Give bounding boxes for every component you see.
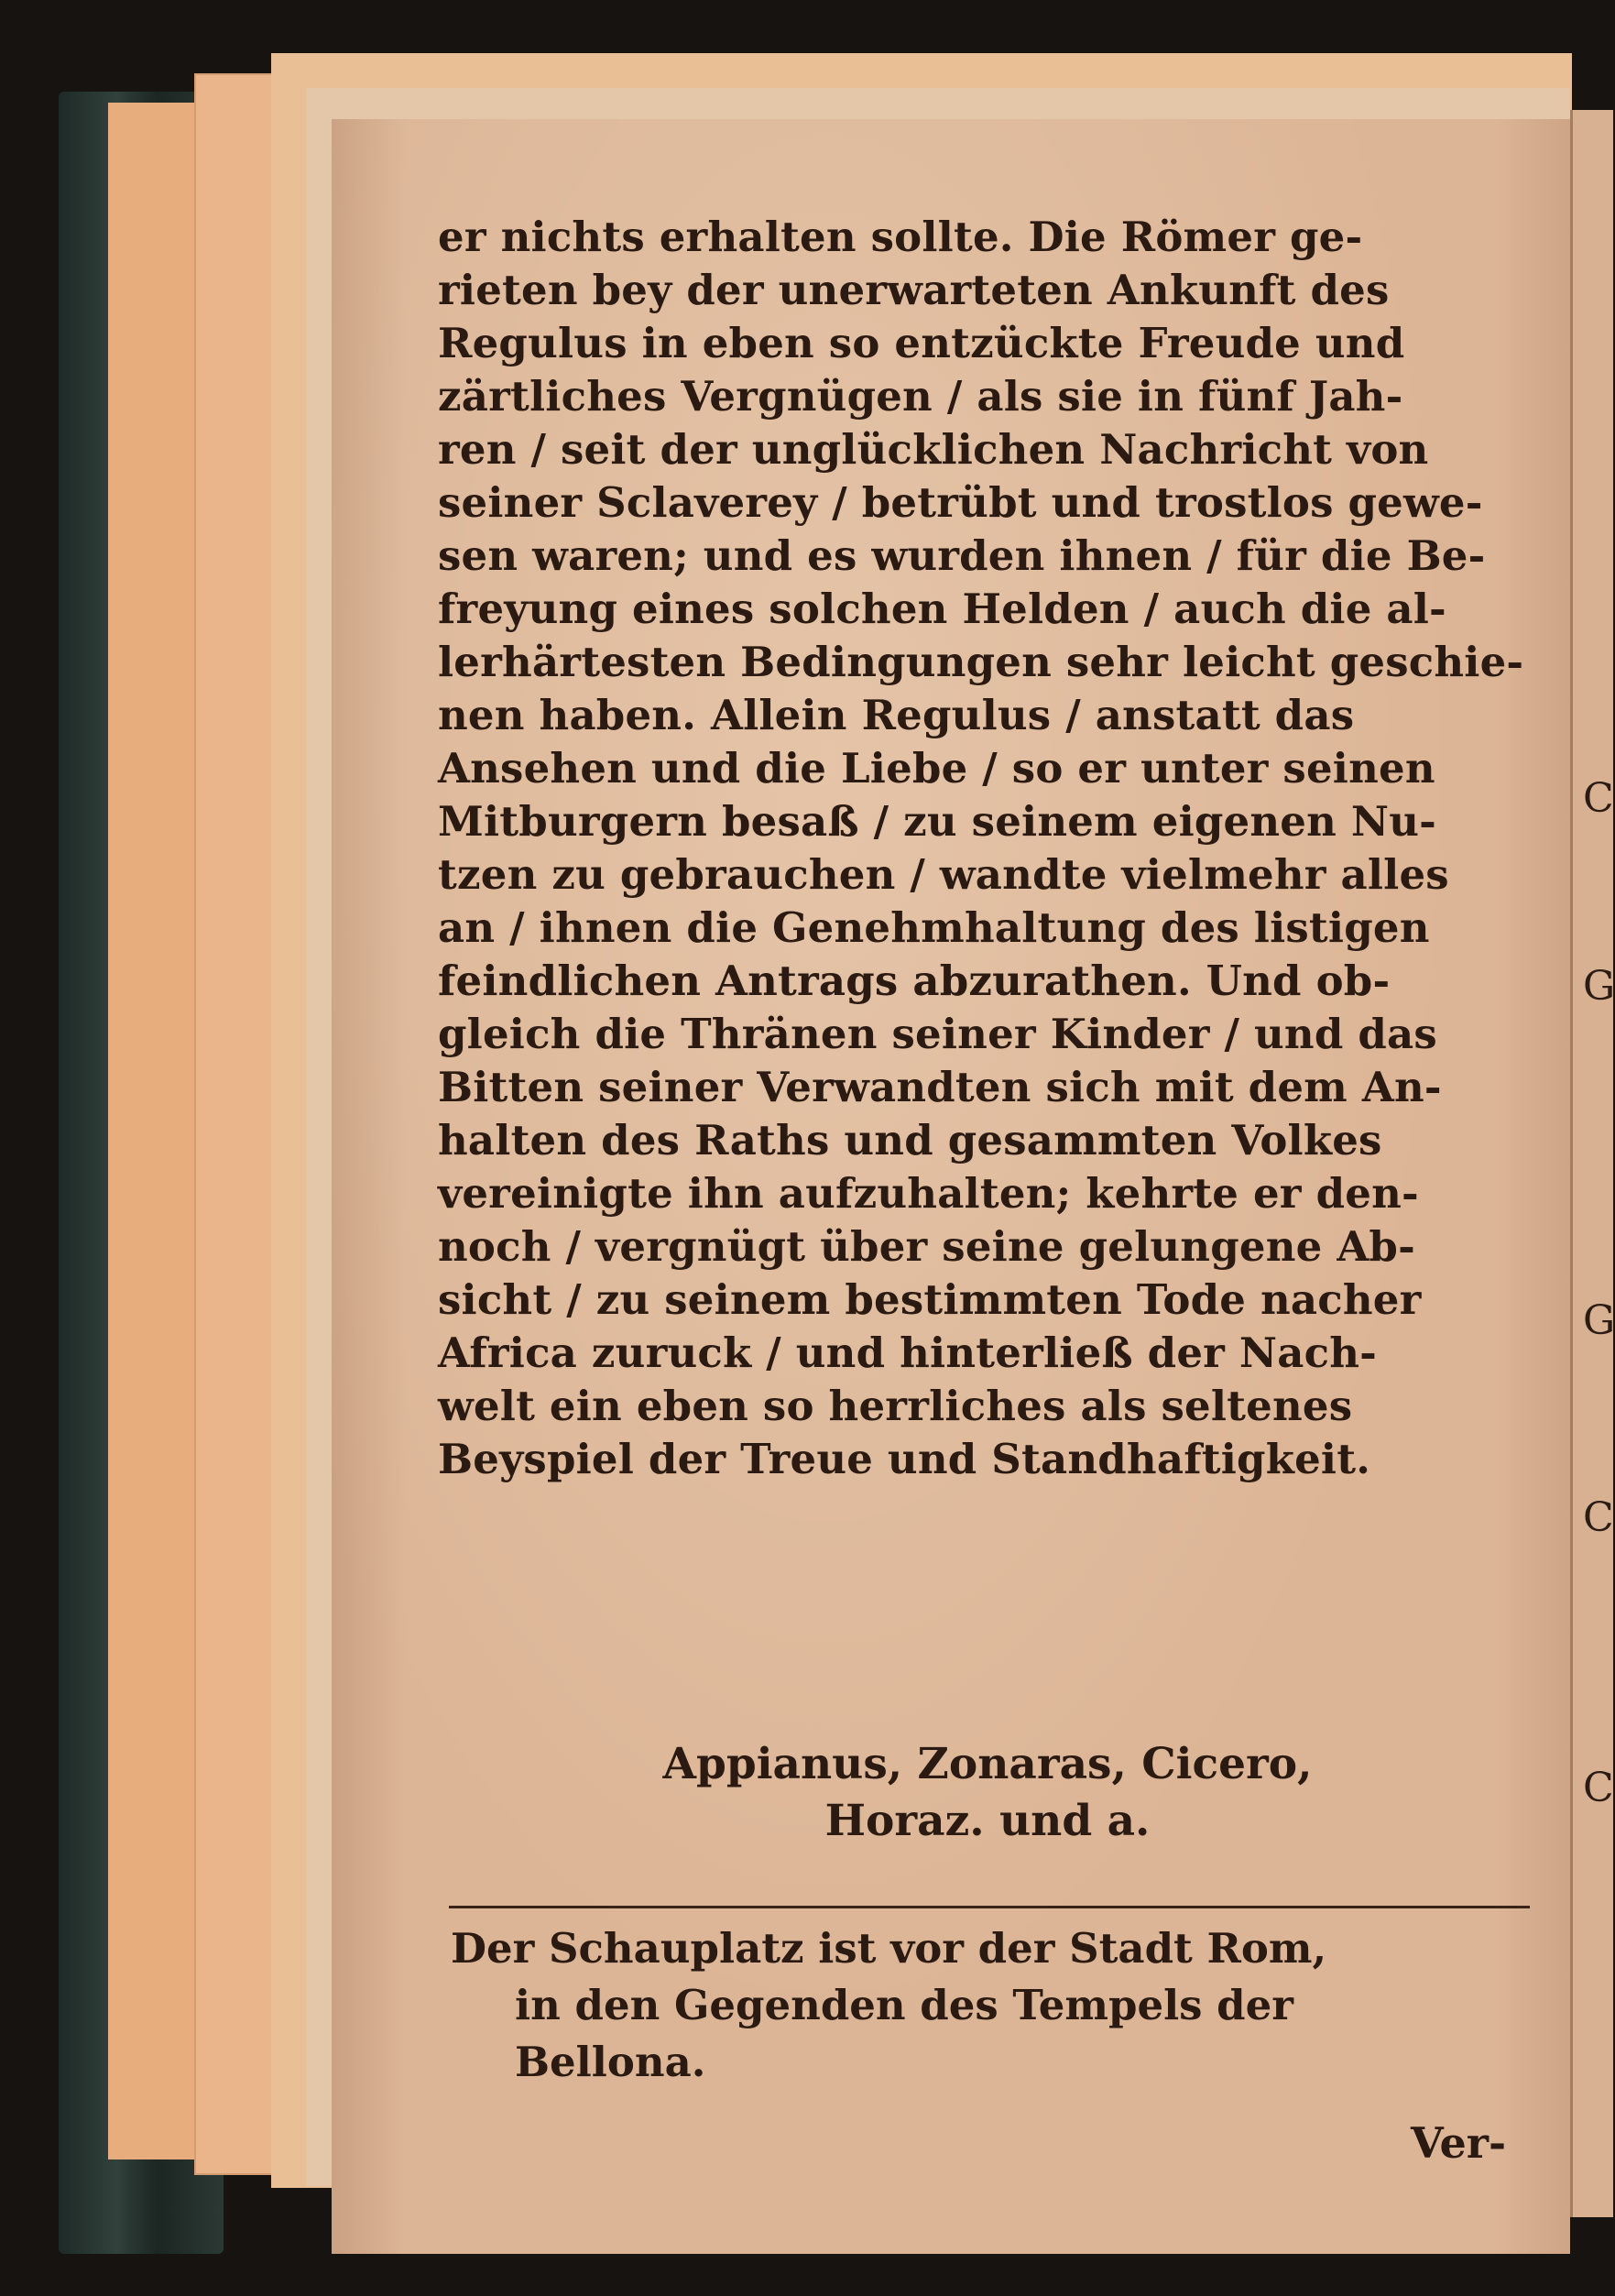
reference-line: Appianus, Zonaras, Cicero, bbox=[662, 1739, 1313, 1789]
text-line: Beyspiel der Treue und Standhaftigkeit. bbox=[438, 1435, 1371, 1483]
text-line: zärtliches Vergnügen / als sie in fünf Jah- bbox=[438, 372, 1403, 421]
facing-page-letter: C bbox=[1583, 1765, 1614, 1811]
catchword: Ver- bbox=[1411, 2118, 1507, 2168]
text-line: lerhärtesten Bedingungen sehr leicht geschie- bbox=[438, 638, 1524, 686]
text-line: ren / seit der unglücklichen Nachricht von bbox=[438, 425, 1429, 474]
facing-page-letter: G bbox=[1583, 1297, 1615, 1344]
scene-line: Der Schauplatz ist vor der Stadt Rom, bbox=[451, 1924, 1327, 1973]
text-line: feindlichen Antrags abzurathen. Und ob- bbox=[438, 957, 1391, 1005]
text-line: sen waren; und es wurden ihnen / für die Be- bbox=[438, 531, 1486, 580]
scene-setting-note bbox=[451, 1920, 1550, 2091]
text-line: tzen zu gebrauchen / wandte vielmehr alles bbox=[438, 850, 1449, 899]
divider bbox=[449, 1906, 1530, 1908]
facing-page-edge bbox=[1570, 110, 1613, 2217]
text-line: welt ein eben so herrliches als seltenes bbox=[438, 1382, 1353, 1430]
text-line: Mitburgern besaß / zu seinem eigenen Nu- bbox=[438, 797, 1437, 846]
text-line: gleich die Thränen seiner Kinder / und das bbox=[438, 1010, 1437, 1058]
text-line: freyung eines solchen Helden / auch die al- bbox=[438, 585, 1446, 633]
text-line: vereinigte ihn aufzuhalten; kehrte er den- bbox=[438, 1169, 1419, 1218]
text-line: an / ihnen die Genehmhaltung des listigen bbox=[438, 903, 1430, 952]
text-line: sicht / zu seinem bestimmten Tode nacher bbox=[438, 1275, 1422, 1324]
facing-page-letter: C bbox=[1583, 775, 1614, 822]
text-line: rieten bey der unerwarteten Ankunft des bbox=[438, 266, 1390, 314]
text-line: Africa zuruck / und hinterließ der Nach- bbox=[438, 1328, 1378, 1377]
text-line: Regulus in eben so entzückte Freude und bbox=[438, 319, 1405, 367]
text-line: er nichts erhalten sollte. Die Römer ge- bbox=[438, 213, 1363, 261]
scene-line: in den Gegenden des Tempels der bbox=[515, 1981, 1293, 2029]
text-line: Bitten seiner Verwandten sich mit dem An- bbox=[438, 1063, 1442, 1111]
scene-line: Bellona. bbox=[515, 2038, 706, 2086]
facing-page-letter: G bbox=[1583, 963, 1615, 1010]
facing-page-letter: C bbox=[1583, 1494, 1614, 1541]
body-text bbox=[438, 211, 1537, 1486]
text-line: halten des Raths und gesammten Volkes bbox=[438, 1116, 1382, 1164]
text-line: noch / vergnügt über seine gelungene Ab- bbox=[438, 1222, 1415, 1271]
source-references bbox=[438, 1736, 1537, 1850]
text-line: Ansehen und die Liebe / so er unter seinen bbox=[438, 744, 1435, 793]
text-line: seiner Sclaverey / betrübt und trostlos gewe- bbox=[438, 478, 1483, 527]
reference-line: Horaz. und a. bbox=[824, 1796, 1151, 1846]
text-line: nen haben. Allein Regulus / anstatt das bbox=[438, 691, 1355, 739]
